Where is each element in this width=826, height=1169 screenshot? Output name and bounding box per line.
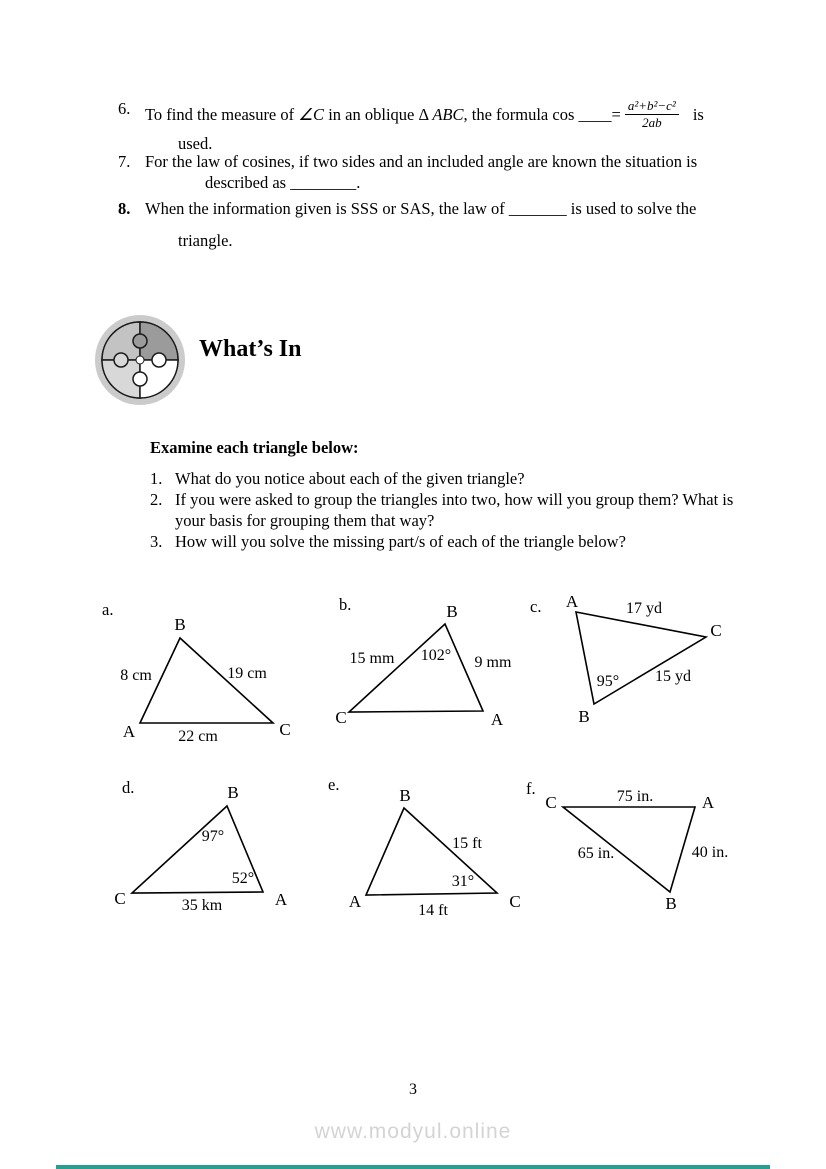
question-7-line1: For the law of cosines, if two sides and an included angle are known the situation is: [145, 152, 698, 171]
question-6-text: is: [692, 104, 704, 124]
angle-c-label: 31°: [451, 873, 475, 890]
activity-item-1: [148, 468, 742, 489]
vertex-label-a: A: [274, 890, 288, 909]
side-ba-label: 9 mm: [474, 654, 512, 671]
figure-label-c: c.: [530, 597, 542, 616]
vertex-label-b: B: [174, 615, 186, 634]
activity-item-3: [148, 531, 742, 552]
question-6-text: To find the measure of: [145, 104, 299, 124]
activity-item-1-number: 1.: [150, 469, 163, 488]
side-ca-label: 75 in.: [616, 788, 654, 805]
triangle-figure-f: [520, 770, 745, 920]
vertex-label-b: B: [399, 786, 411, 805]
vertex-label-c: C: [335, 708, 347, 727]
triangle-c-shape: [576, 612, 706, 704]
triangle-figure-b: [335, 588, 525, 738]
puzzle-icon: [94, 314, 186, 406]
activity-item-2-text: If you were asked to group the triangles into two, how will you group them? What is your basis for grouping them that way?: [175, 490, 734, 530]
section-title-whats-in: What’s In: [199, 336, 302, 362]
question-7-number: 7.: [118, 152, 131, 171]
vertex-label-a: A: [348, 892, 362, 911]
vertex-label-c: C: [545, 793, 557, 812]
question-7-line2: described as ________.: [205, 173, 361, 192]
angle-a-label: 52°: [231, 870, 255, 887]
question-6-line2: used.: [178, 134, 213, 154]
vertex-label-b: B: [665, 894, 677, 913]
cosine-formula-fraction: [625, 98, 679, 130]
figure-label-f: f.: [526, 779, 536, 798]
vertex-label-a: A: [701, 793, 715, 812]
question-8-number: 8.: [118, 199, 131, 218]
question-6-line1: [145, 98, 730, 130]
side-ac-label: 22 cm: [178, 728, 218, 745]
activity-section: [148, 437, 742, 552]
angle-b-label: 95°: [596, 673, 620, 690]
equals-sign: =: [611, 104, 621, 124]
triangle-figure-e: [320, 765, 530, 925]
question-6: [118, 98, 730, 154]
fraction-denominator: 2ab: [642, 114, 662, 130]
vertex-label-a: A: [122, 722, 136, 741]
angle-b-label: 102°: [420, 647, 452, 664]
side-cb-label: 15 mm: [349, 650, 395, 667]
vertex-label-a: A: [490, 710, 504, 729]
side-bc-label: 15 ft: [452, 835, 482, 852]
page-number: 3: [409, 1081, 417, 1098]
activity-heading: Examine each triangle below:: [150, 438, 359, 457]
vertex-label-b: B: [227, 783, 239, 802]
vertex-label-b: B: [446, 602, 458, 621]
activity-item-3-number: 3.: [150, 532, 163, 551]
side-ac-label: 17 yd: [626, 600, 662, 617]
figure-label-d: d.: [122, 778, 135, 797]
question-7: [118, 151, 730, 193]
side-ca-label: 35 km: [181, 897, 223, 914]
activity-item-1-text: What do you notice about each of the given triangle?: [175, 469, 525, 488]
side-ab-label: 40 in.: [691, 844, 729, 861]
triangle-figure-d: [110, 770, 310, 920]
question-8-line1: When the information given is SSS or SAS, the law of _______ is used to solve the: [145, 199, 697, 218]
vertex-label-c: C: [279, 720, 291, 739]
activity-item-2: [148, 489, 742, 531]
triangle-b-shape: [349, 624, 483, 712]
vertex-label-c: C: [710, 621, 722, 640]
question-6-text: in an oblique Δ: [324, 104, 433, 124]
side-cb-label: 65 in.: [577, 845, 615, 862]
side-bc-label: 19 cm: [227, 665, 267, 682]
angle-c-symbol: ∠C: [298, 104, 325, 124]
answer-blank: ____: [578, 104, 612, 124]
figure-label-b: b.: [339, 595, 352, 614]
triangle-name: ABC: [432, 104, 464, 124]
side-bc-label: 15 yd: [655, 668, 691, 685]
question-6-number: 6.: [118, 99, 131, 118]
vertex-label-b: B: [578, 707, 590, 726]
triangle-figure-a: [100, 592, 315, 752]
fraction-numerator: a²+b²−c²: [625, 98, 679, 115]
vertex-label-a: A: [565, 592, 579, 611]
vertex-label-c: C: [509, 892, 521, 911]
question-8: [118, 198, 730, 251]
activity-item-2-number: 2.: [150, 490, 163, 509]
side-ac-label: 14 ft: [418, 902, 448, 919]
side-ab-label: 8 cm: [120, 667, 152, 684]
angle-b-label: 97°: [201, 828, 225, 845]
figure-label-a: a.: [102, 600, 114, 619]
accent-bar: [56, 1165, 770, 1169]
vertex-label-c: C: [114, 889, 126, 908]
triangle-figure-c: [520, 588, 745, 738]
activity-item-3-text: How will you solve the missing part/s of each of the triangle below?: [175, 532, 626, 551]
watermark: www.modyul.online: [314, 1120, 512, 1143]
question-8-line2: triangle.: [178, 231, 233, 250]
figure-label-e: e.: [328, 775, 340, 794]
question-6-text: , the formula cos: [463, 104, 579, 124]
